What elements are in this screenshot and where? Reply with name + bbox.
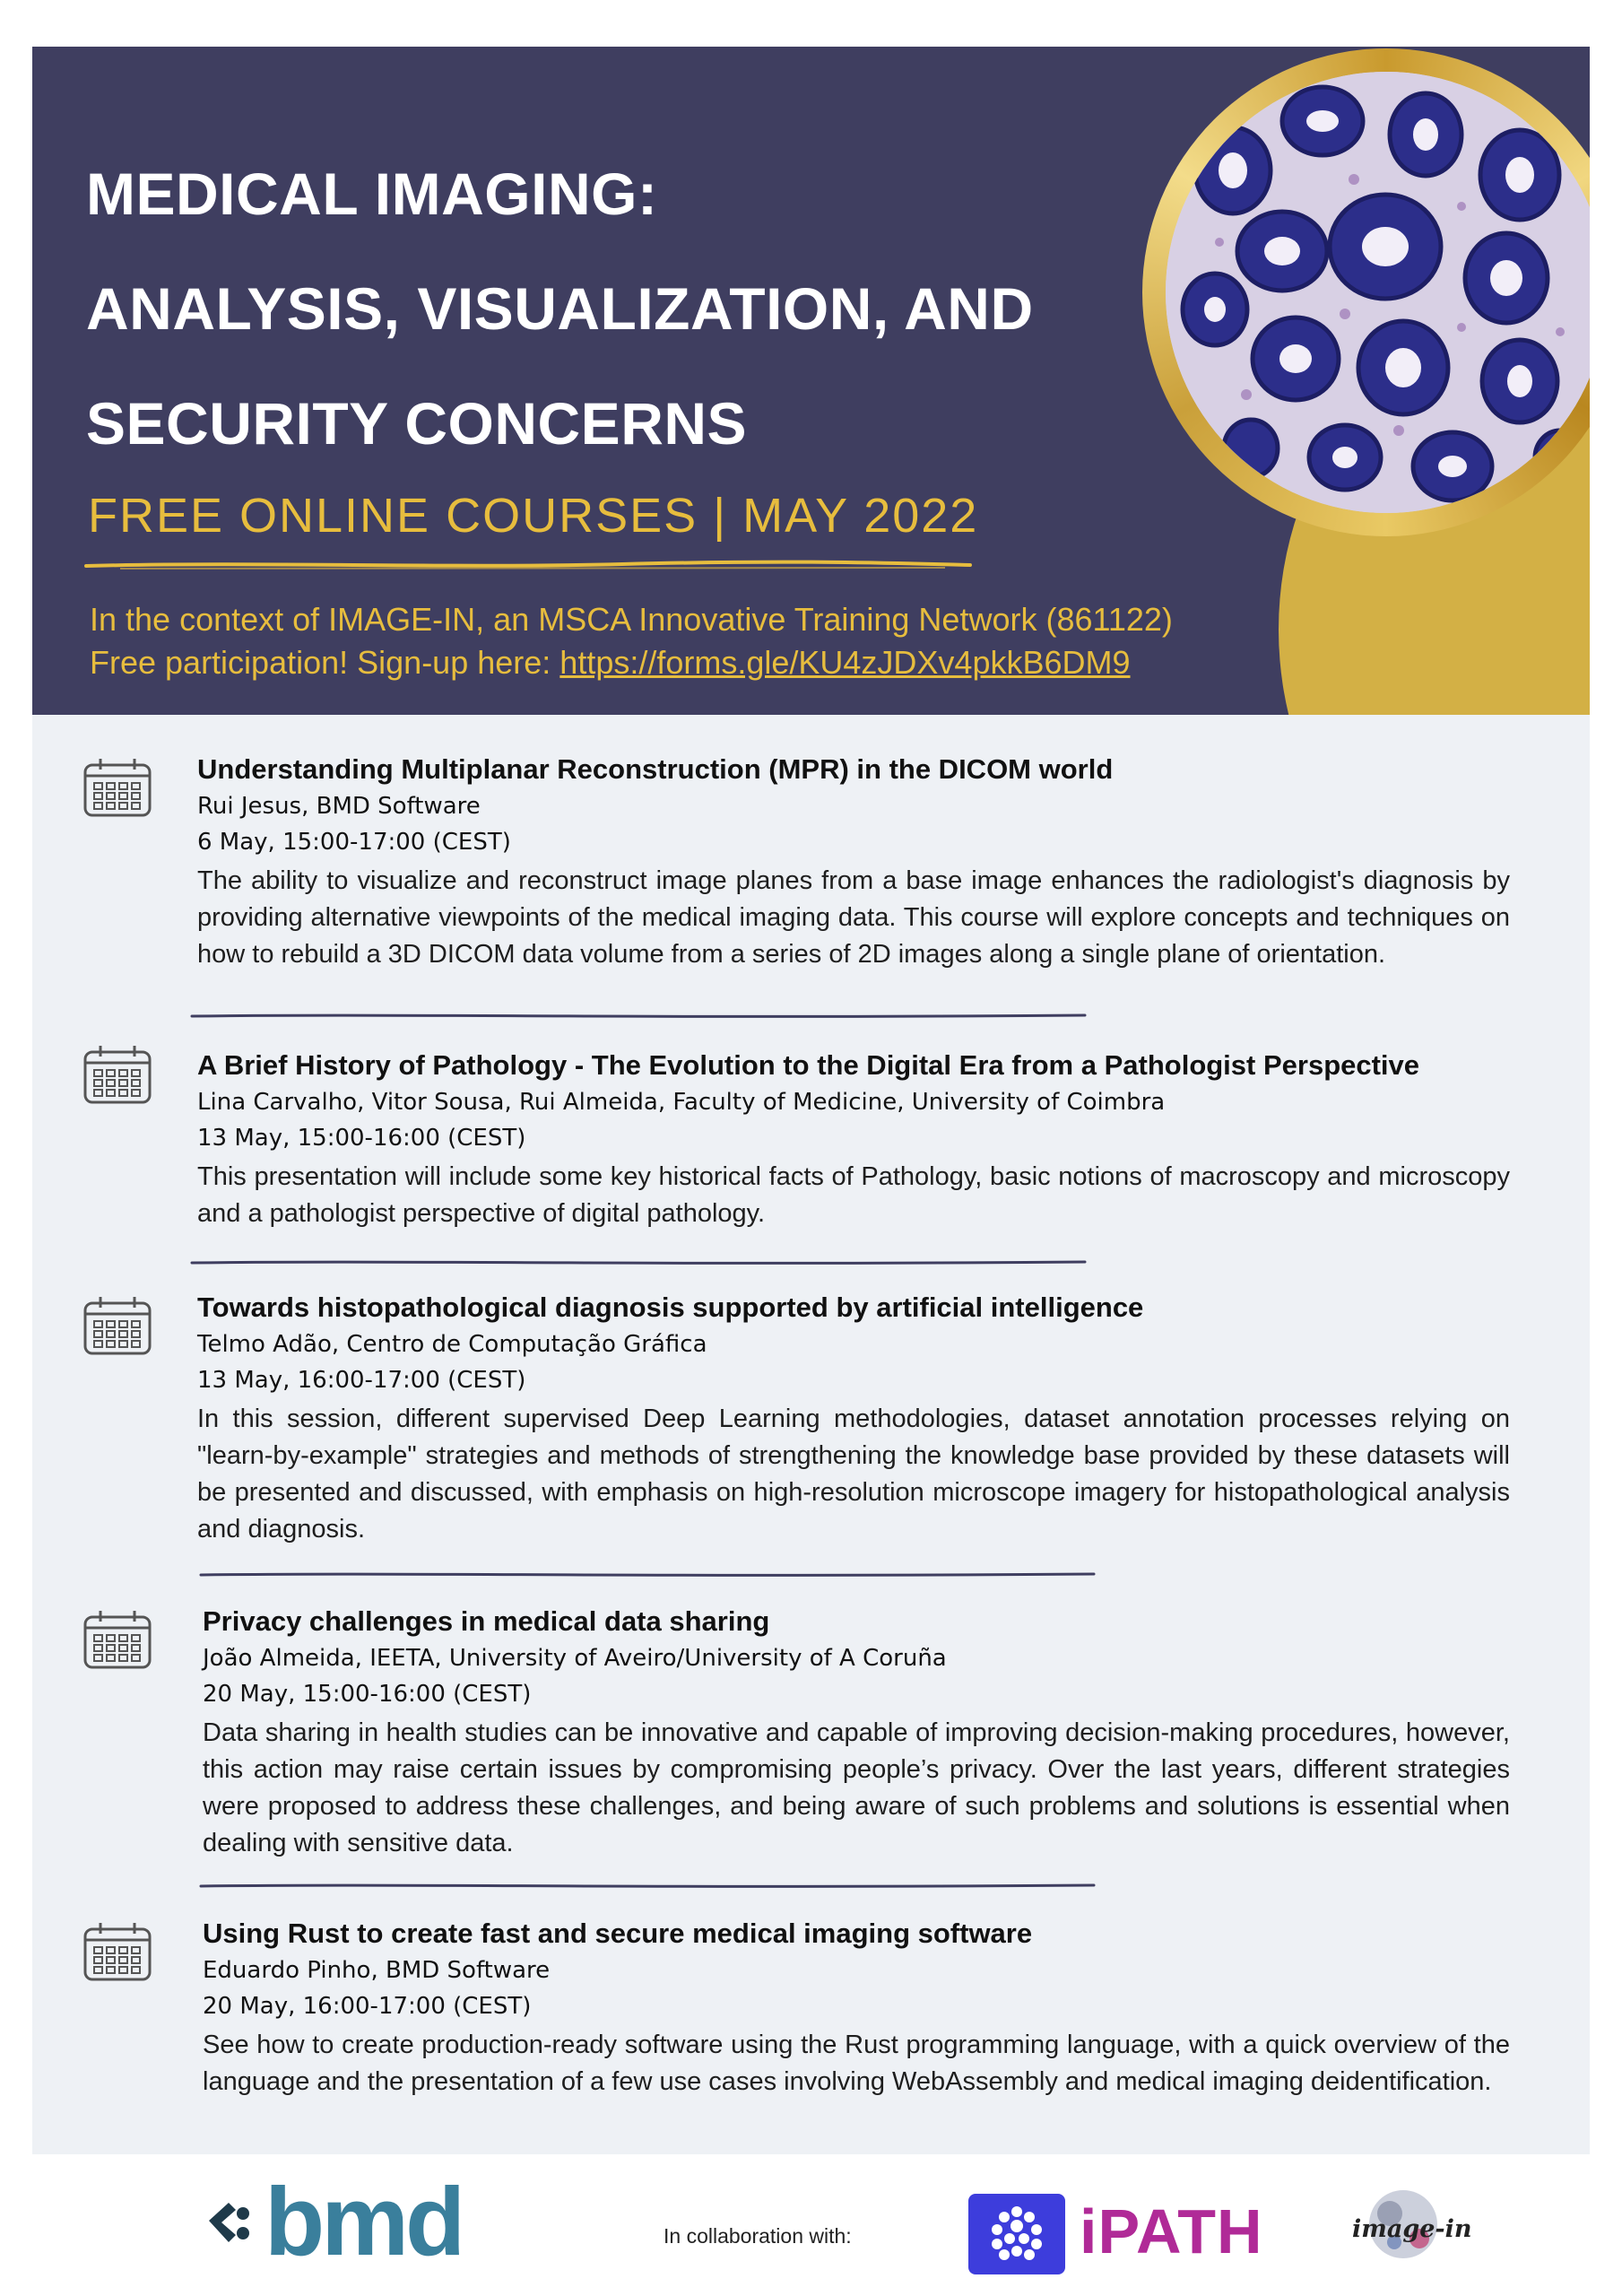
session-title: Privacy challenges in medical data sharing (203, 1605, 770, 1637)
header-banner (32, 47, 1590, 715)
session-time: 6 May, 15:00-17:00 (CEST) (197, 829, 511, 856)
session-time: 20 May, 15:00-16:00 (CEST) (203, 1681, 532, 1708)
session-description: In this session, different supervised Deep Learning methodologies, dataset annotation processes relying on "learn-by-example" strategies and methods of strengthening the knowledge base provided by these datasets will be presented and discussed, with emphasis on high-resolution microscope imagery for histopathological analysis and diagnosis. (197, 1405, 1510, 1544)
section-divider (190, 1011, 1087, 1022)
calendar-icon (82, 1044, 152, 1105)
session-title: A Brief History of Pathology - The Evolution to the Digital Era from a Pathologist Perspective (197, 1049, 1420, 1081)
calendar-icon (82, 1609, 152, 1670)
title-line-3: SECURITY CONCERNS (86, 390, 748, 457)
section-divider (190, 1257, 1087, 1268)
session-speaker: Lina Carvalho, Vitor Sousa, Rui Almeida, Faculty of Medicine, University of Coimbra (197, 1089, 1166, 1116)
session-description: The ability to visualize and reconstruct image planes from a base image enhances the radiologist's diagnosis by providing alternative viewpoints of the medical imaging data. This course will explore concepts and techniques on how to rebuild a 3D DICOM data volume from a series of 2D images along a single plane of orientation. (197, 866, 1510, 969)
gold-underline-stroke (84, 558, 972, 574)
session-speaker: Telmo Adão, Centro de Computação Gráfica (197, 1331, 707, 1358)
footer-logos (0, 2160, 1622, 2296)
session-title: Using Rust to create fast and secure medical imaging software (203, 1918, 1033, 1949)
session-speaker: João Almeida, IEETA, University of Aveiro/University of A Coruña (203, 1645, 947, 1672)
session-time: 20 May, 16:00-17:00 (CEST) (203, 1993, 532, 2020)
signup-line (90, 641, 1173, 684)
ipath-logo-mark (968, 2194, 1065, 2274)
page-title (86, 136, 1034, 481)
ipath-dots-icon (968, 2194, 1065, 2274)
session-time: 13 May, 16:00-17:00 (CEST) (197, 1367, 526, 1394)
ipath-logo-text: iPATH (1080, 2196, 1263, 2266)
bmd-logo-text: bmd (265, 2185, 463, 2266)
context-text (90, 598, 1173, 684)
session-title: Understanding Multiplanar Reconstruction (MPR) in the DICOM world (197, 753, 1114, 785)
session-title: Towards histopathological diagnosis supported by artificial intelligence (197, 1292, 1144, 1323)
title-line-1: MEDICAL IMAGING: (86, 161, 658, 227)
collaboration-label: In collaboration with: (664, 2224, 852, 2248)
context-line: In the context of IMAGE-IN, an MSCA Innovative Training Network (861122) (90, 601, 1173, 638)
session-description: This presentation will include some key historical facts of Pathology, basic notions of macroscopy and microscopy and a pathologist perspective of digital pathology. (197, 1162, 1510, 1228)
session-speaker: Eduardo Pinho, BMD Software (203, 1957, 551, 1984)
calendar-icon (82, 757, 152, 818)
bmd-logo (202, 2185, 560, 2266)
session-time: 13 May, 15:00-16:00 (CEST) (197, 1125, 526, 1152)
histology-image (1166, 72, 1590, 513)
image-in-logo-text: image-in (1352, 2215, 1472, 2243)
signup-link[interactable]: https://forms.gle/KU4zJDXv4pkkB6DM9 (559, 644, 1131, 681)
title-line-2: ANALYSIS, VISUALIZATION, AND (86, 275, 1034, 342)
session-description: Data sharing in health studies can be innovative and capable of improving decision-making procedures, however, this action may raise certain issues by compromising people’s privacy. Over the last years, different strategies were proposed to address these challenges, and being aware of such problems and solutions is essential when dealing with sensitive data. (203, 1718, 1510, 1857)
calendar-icon (82, 1295, 152, 1356)
session-speaker: Rui Jesus, BMD Software (197, 793, 481, 820)
calendar-icon (82, 1921, 152, 1982)
subtitle: FREE ONLINE COURSES | MAY 2022 (88, 489, 979, 543)
section-divider (199, 1570, 1096, 1580)
signup-prefix: Free participation! Sign-up here: (90, 644, 560, 681)
section-divider (199, 1881, 1096, 1892)
sessions-panel (32, 715, 1590, 2154)
session-description: See how to create production-ready software using the Rust programming language, with a quick overview of the language and the presentation of a few use cases involving WebAssembly and medical imaging deidentification. (203, 2031, 1510, 2096)
